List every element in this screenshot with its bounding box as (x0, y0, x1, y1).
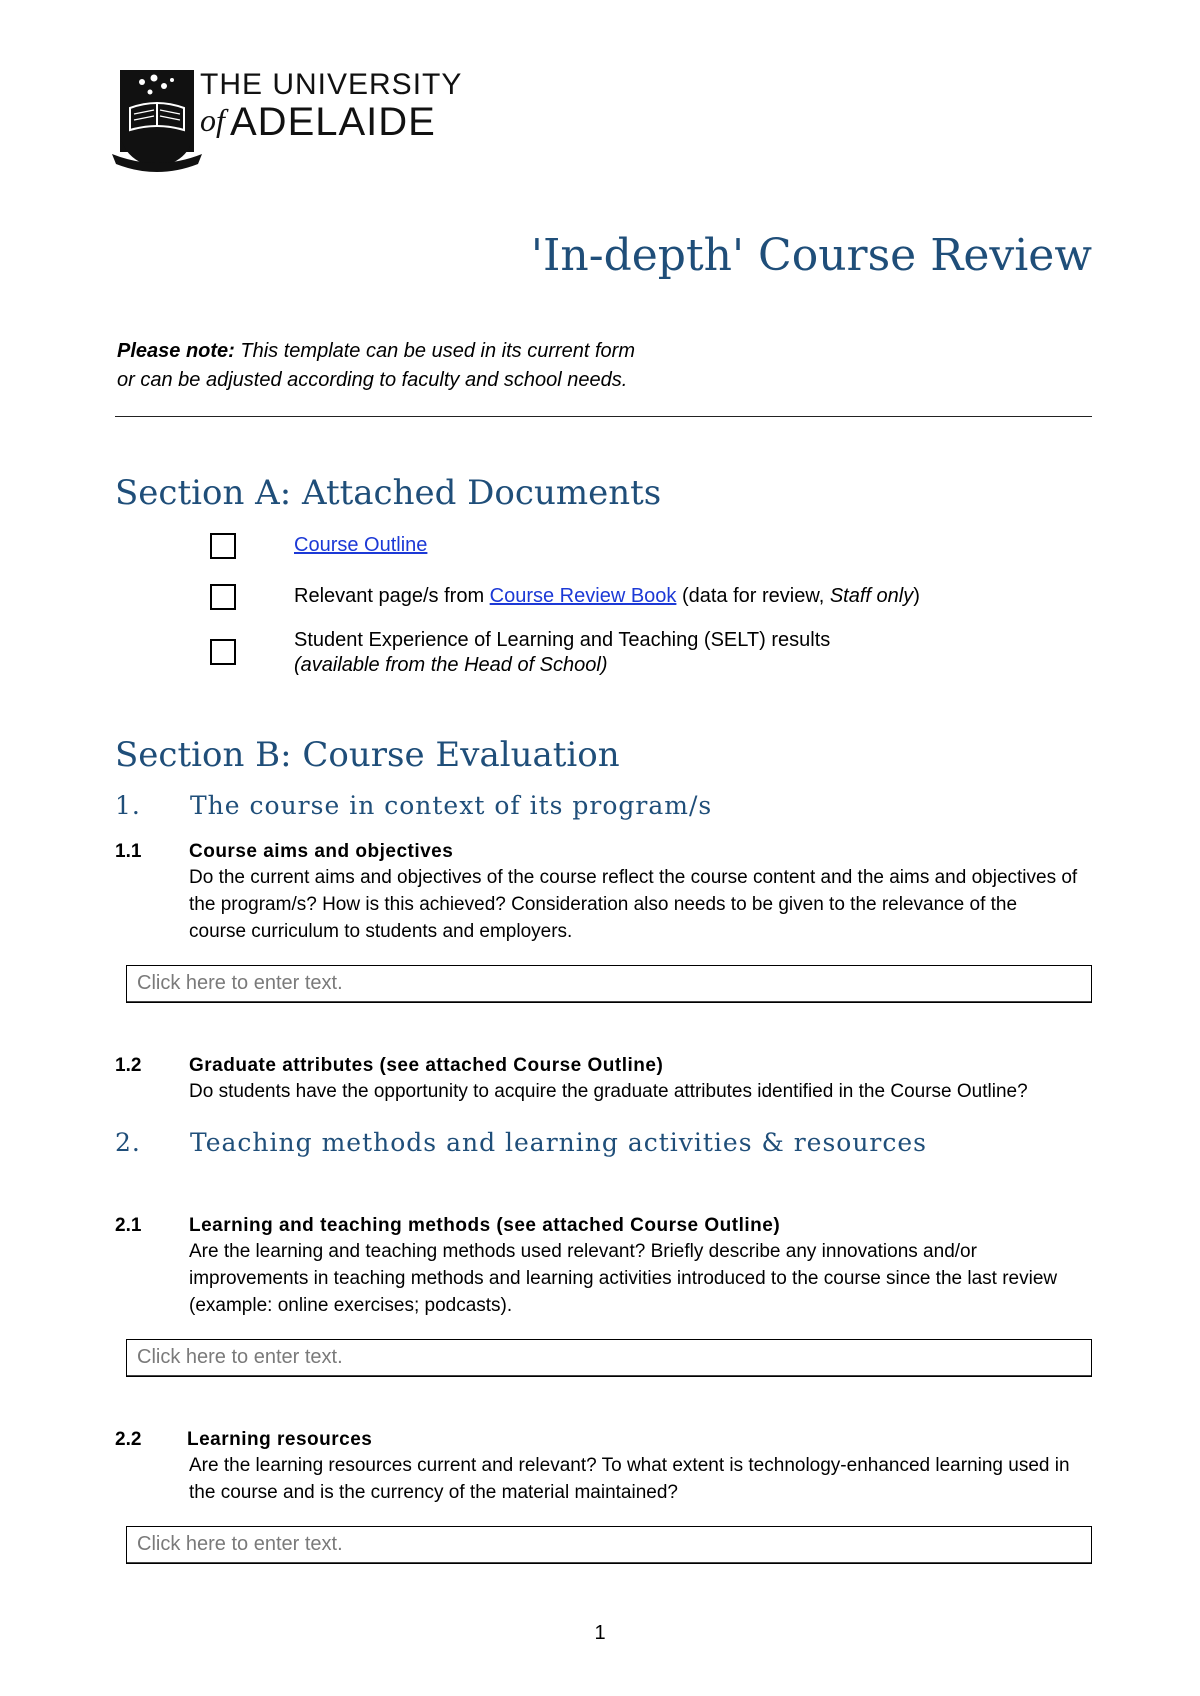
attachment-italic: Staff only (829, 585, 914, 607)
section-a-title: Section A: Attached Documents (115, 473, 662, 513)
template-note (117, 337, 635, 395)
checkbox-course-outline[interactable] (210, 533, 236, 559)
text-entry-box[interactable] (126, 1526, 1092, 1564)
response-input-2-2[interactable] (127, 1527, 1087, 1561)
selt-line-1: Student Experience of Learning and Teaching (SELT) results (294, 629, 831, 651)
heading-number: 1. (115, 791, 141, 820)
selt-line-2: (available from the Head of School) (294, 654, 608, 676)
subsection-number: 2.1 (115, 1215, 142, 1236)
heading-number: 2. (115, 1128, 141, 1157)
response-input-2-1[interactable] (127, 1340, 1087, 1374)
course-outline-link[interactable]: Course Outline (294, 534, 428, 556)
text-entry-box[interactable] (126, 1339, 1092, 1377)
logo-line-university: THE UNIVERSITY (200, 68, 463, 101)
attachment-mid: (data for review, (676, 585, 830, 607)
attachment-label (294, 628, 830, 678)
page-number: 1 (594, 1622, 606, 1644)
subsection-description: Are the learning resources current and relevant? To what extent is technology-enhanced learning used in the course and is the currency of the material maintained? (189, 1455, 1070, 1503)
heading-text: Teaching methods and learning activities & resources (190, 1128, 927, 1157)
subsection-title: Course aims and objectives (189, 841, 454, 862)
attachment-suffix: ) (913, 585, 920, 607)
note-line-1: This template can be used in its current form (234, 340, 636, 362)
attachment-label (294, 584, 920, 609)
note-label: Please note: (117, 340, 235, 362)
horizontal-divider (115, 416, 1092, 417)
note-line-2: or can be adjusted according to faculty and school needs. (117, 369, 628, 391)
university-crest-icon (112, 68, 202, 173)
heading-text: The course in context of its program/s (190, 791, 713, 820)
logo-line-adelaide: ADELAIDE (230, 100, 436, 144)
university-logo (112, 68, 463, 173)
section-b-title: Section B: Course Evaluation (115, 735, 620, 775)
checkbox-selt[interactable] (210, 639, 236, 665)
subsection-description: Are the learning and teaching methods used relevant? Briefly describe any innovations and/or improvements in teaching methods and learning activities introduced to the course since the last review (example: online exercises; podcasts). (189, 1241, 1058, 1316)
heading-2 (115, 1128, 1075, 1160)
logo-of: of (200, 102, 225, 138)
subsection-title: Learning and teaching methods (see attached Course Outline) (189, 1215, 781, 1236)
subsection-title: Graduate attributes (see attached Course Outline) (189, 1055, 664, 1076)
attachment-label (294, 533, 427, 558)
subsection-title: Learning resources (187, 1429, 373, 1450)
document-title: 'In-depth' Course Review (530, 230, 1092, 281)
subsection-description: Do students have the opportunity to acquire the graduate attributes identified in the Course Outline? (189, 1081, 1028, 1102)
subsection-number: 2.2 (115, 1429, 142, 1450)
response-input-1-1[interactable] (127, 966, 1087, 1000)
course-review-book-link[interactable]: Course Review Book (489, 585, 677, 607)
heading-1 (115, 791, 1015, 823)
subsection-number: 1.1 (115, 841, 142, 862)
text-entry-box[interactable] (126, 965, 1092, 1003)
attachment-prefix: Relevant page/s from (294, 585, 490, 607)
subsection-number: 1.2 (115, 1055, 142, 1076)
checkbox-course-review-book[interactable] (210, 584, 236, 610)
subsection-description: Do the current aims and objectives of the course reflect the course content and the aims and objectives of the program/s? How is this achieved? Consideration also needs to be given to the relevance of the course curriculum to students and employers. (189, 867, 1078, 942)
